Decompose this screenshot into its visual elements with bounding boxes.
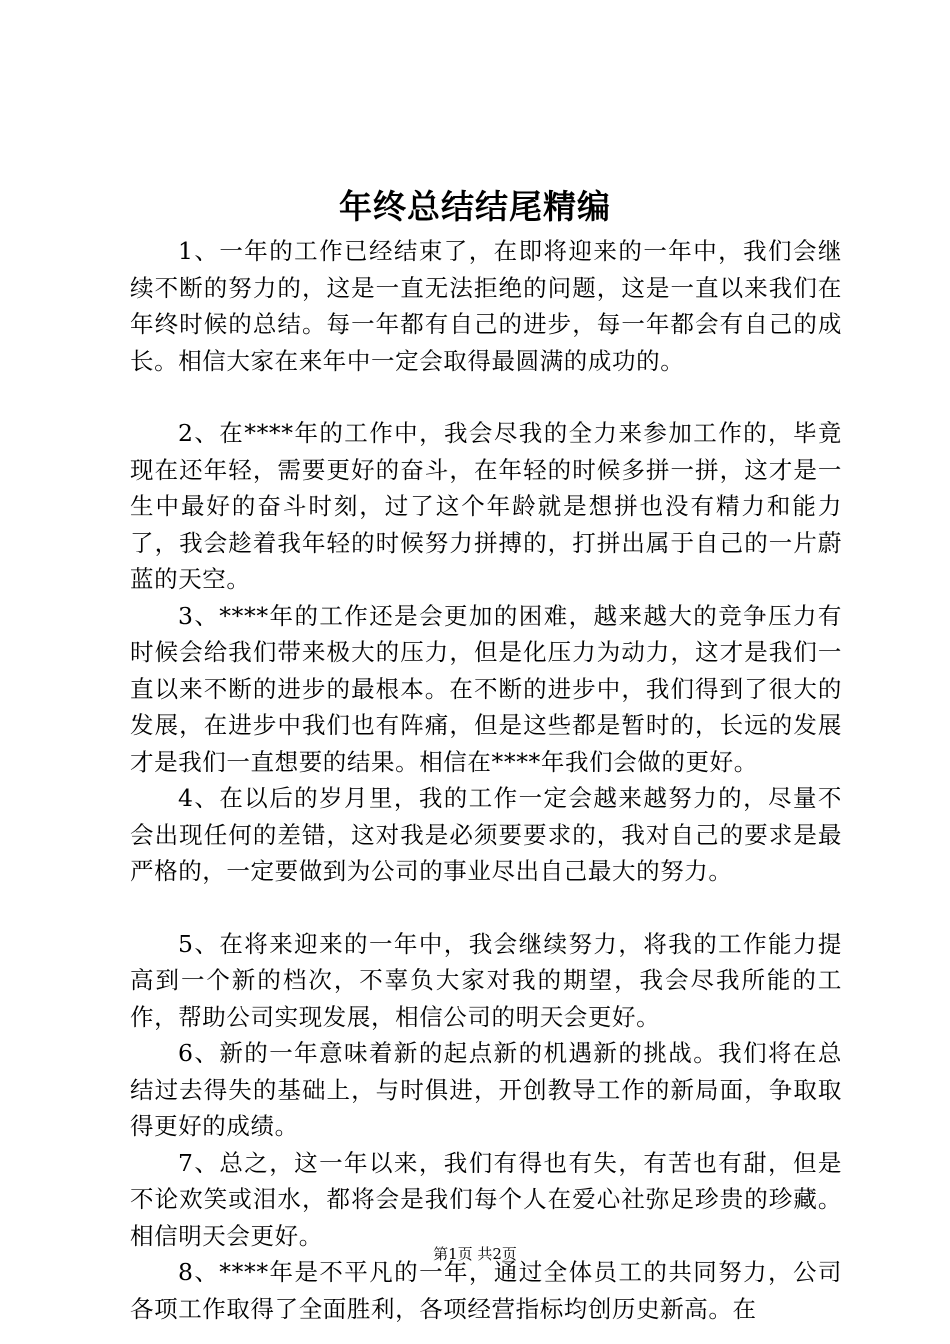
paragraph-7: 7、总之，这一年以来，我们有得也有失，有苦也有甜，但是不论欢笑或泪水，都将会是我们每个人在爱心社弥足珍贵的珍藏。相信明天会更好。 xyxy=(130,1148,842,1250)
paragraph-2: 2、在****年的工作中，我会尽我的全力来参加工作的，毕竟现在还年轻，需要更好的奋斗，在年轻的时候多拼一拼，这才是一生中最好的奋斗时刻，过了这个年龄就是想拼也没有精力和能力了，我会趁着我年轻的时候努力拼搏的，打拼出属于自己的一片蔚蓝的天空。 xyxy=(130,419,842,593)
paragraph-8: 8、****年是不平凡的一年，通过全体员工的共同努力，公司各项工作取得了全面胜利，各项经营指标均创历史新高。在 xyxy=(130,1258,842,1323)
paragraph-3: 3、****年的工作还是会更加的困难，越来越大的竞争压力有时候会给我们带来极大的压力，但是化压力为动力，这才是我们一直以来不断的进步的最根本。在不断的进步中，我们得到了很大的发展，在进步中我们也有阵痛，但是这些都是暂时的，长远的发展才是我们一直想要的结果。相信在****年我们会做的更好。 xyxy=(130,601,842,776)
paragraph-1: 1、一年的工作已经结束了，在即将迎来的一年中，我们会继续不断的努力的，这是一直无法拒绝的问题，这是一直以来我们在年终时候的总结。每一年都有自己的进步，每一年都会有自己的成长。相信大家在来年中一定会取得最圆满的成功的。 xyxy=(130,237,842,375)
paragraph-6: 6、新的一年意味着新的起点新的机遇新的挑战。我们将在总结过去得失的基础上，与时俱进，开创教导工作的新局面，争取取得更好的成绩。 xyxy=(130,1039,842,1140)
document-title: 年终总结结尾精编 xyxy=(339,187,611,226)
paragraph-5: 5、在将来迎来的一年中，我会继续努力，将我的工作能力提高到一个新的档次，不辜负大家对我的期望，我会尽我所能的工作，帮助公司实现发展，相信公司的明天会更好。 xyxy=(130,929,842,1031)
paragraph-4: 4、在以后的岁月里，我的工作一定会越来越努力的，尽量不会出现任何的差错，这对我是必须要要求的，我对自己的要求是最严格的，一定要做到为公司的事业尽出自己最大的努力。 xyxy=(130,784,842,885)
document-body xyxy=(130,233,842,1327)
page-footer: 第1页 共2页 xyxy=(433,1245,517,1263)
